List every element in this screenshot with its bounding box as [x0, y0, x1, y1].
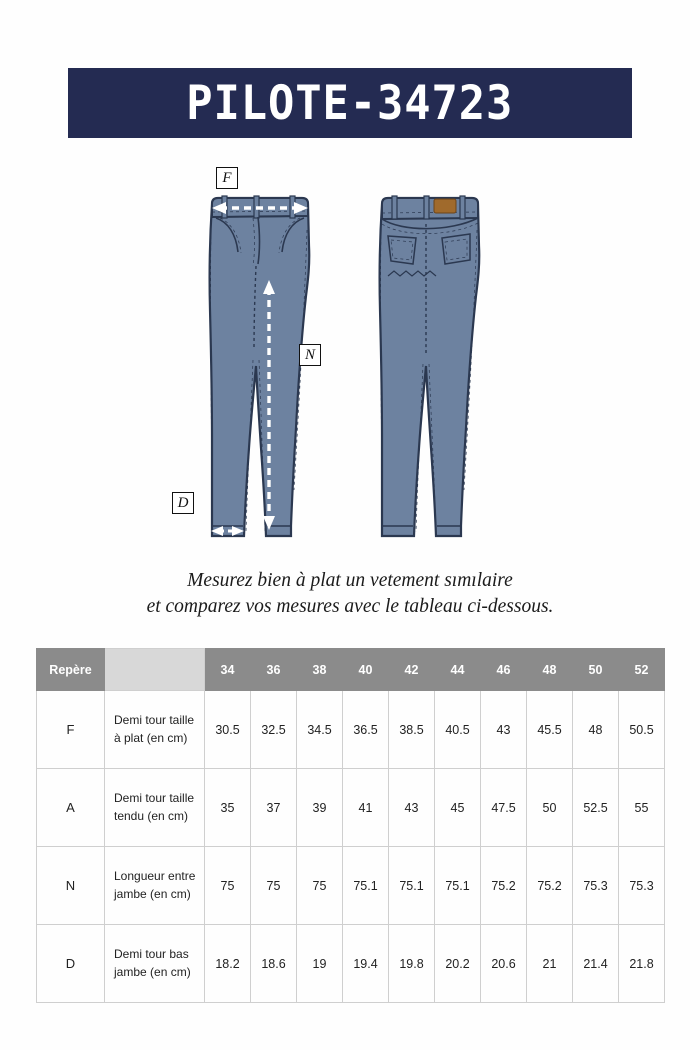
header-size-36: 36 [251, 649, 297, 691]
row-code: F [37, 691, 105, 769]
table-header-row [37, 649, 665, 691]
row-value: 19.4 [343, 925, 389, 1003]
row-value: 75 [297, 847, 343, 925]
row-code: D [37, 925, 105, 1003]
measurements-table [36, 648, 665, 1003]
row-value: 48 [573, 691, 619, 769]
row-label: Demi tour taille tendu (en cm) [105, 769, 205, 847]
row-label: Demi tour taille à plat (en cm) [105, 691, 205, 769]
row-value: 55 [619, 769, 665, 847]
row-value: 19.8 [389, 925, 435, 1003]
row-value: 18.2 [205, 925, 251, 1003]
measurements-table-wrap [36, 648, 664, 1003]
row-value: 75.2 [527, 847, 573, 925]
row-value: 21.8 [619, 925, 665, 1003]
table-row [37, 691, 665, 769]
jeans-back-view [380, 196, 480, 536]
header-size-48: 48 [527, 649, 573, 691]
garment-illustration [150, 160, 570, 560]
row-value: 47.5 [481, 769, 527, 847]
header-size-52: 52 [619, 649, 665, 691]
row-value: 75.3 [619, 847, 665, 925]
row-value: 75.1 [389, 847, 435, 925]
row-code: N [37, 847, 105, 925]
marker-d: D [172, 492, 194, 514]
header-repere: Repère [37, 649, 105, 691]
row-value: 32.5 [251, 691, 297, 769]
table-row [37, 925, 665, 1003]
title-banner [68, 68, 632, 138]
header-size-50: 50 [573, 649, 619, 691]
row-value: 75.2 [481, 847, 527, 925]
row-value: 75.3 [573, 847, 619, 925]
row-value: 21.4 [573, 925, 619, 1003]
row-value: 45.5 [527, 691, 573, 769]
row-value: 43 [481, 691, 527, 769]
row-value: 37 [251, 769, 297, 847]
row-value: 36.5 [343, 691, 389, 769]
row-value: 39 [297, 769, 343, 847]
row-value: 50.5 [619, 691, 665, 769]
row-value: 75.1 [343, 847, 389, 925]
marker-n: N [299, 344, 321, 366]
header-size-38: 38 [297, 649, 343, 691]
header-size-42: 42 [389, 649, 435, 691]
jeans-front-view [210, 196, 310, 536]
row-value: 21 [527, 925, 573, 1003]
header-size-46: 46 [481, 649, 527, 691]
table-row [37, 847, 665, 925]
row-value: 34.5 [297, 691, 343, 769]
header-size-34: 34 [205, 649, 251, 691]
instruction-line-2: et comparez vos mesures avec le tableau ci-dessous. [146, 595, 554, 617]
row-value: 30.5 [205, 691, 251, 769]
row-value: 40.5 [435, 691, 481, 769]
row-value: 75 [205, 847, 251, 925]
header-size-44: 44 [435, 649, 481, 691]
row-value: 75 [251, 847, 297, 925]
row-label: Demi tour bas jambe (en cm) [105, 925, 205, 1003]
page-title: PILOTE-34723 [186, 75, 514, 131]
row-value: 75.1 [435, 847, 481, 925]
row-value: 38.5 [389, 691, 435, 769]
row-value: 43 [389, 769, 435, 847]
header-description [105, 649, 205, 691]
row-value: 20.2 [435, 925, 481, 1003]
row-value: 52.5 [573, 769, 619, 847]
row-value: 50 [527, 769, 573, 847]
row-value: 45 [435, 769, 481, 847]
row-value: 41 [343, 769, 389, 847]
row-value: 35 [205, 769, 251, 847]
instruction-line-1: Mesurez bien à plat un vetement sımılaire [187, 570, 513, 591]
header-size-40: 40 [343, 649, 389, 691]
row-value: 19 [297, 925, 343, 1003]
table-row [37, 769, 665, 847]
row-label: Longueur entre jambe (en cm) [105, 847, 205, 925]
row-value: 20.6 [481, 925, 527, 1003]
row-code: A [37, 769, 105, 847]
marker-f: F [216, 167, 238, 189]
row-value: 18.6 [251, 925, 297, 1003]
instructions [0, 568, 700, 619]
